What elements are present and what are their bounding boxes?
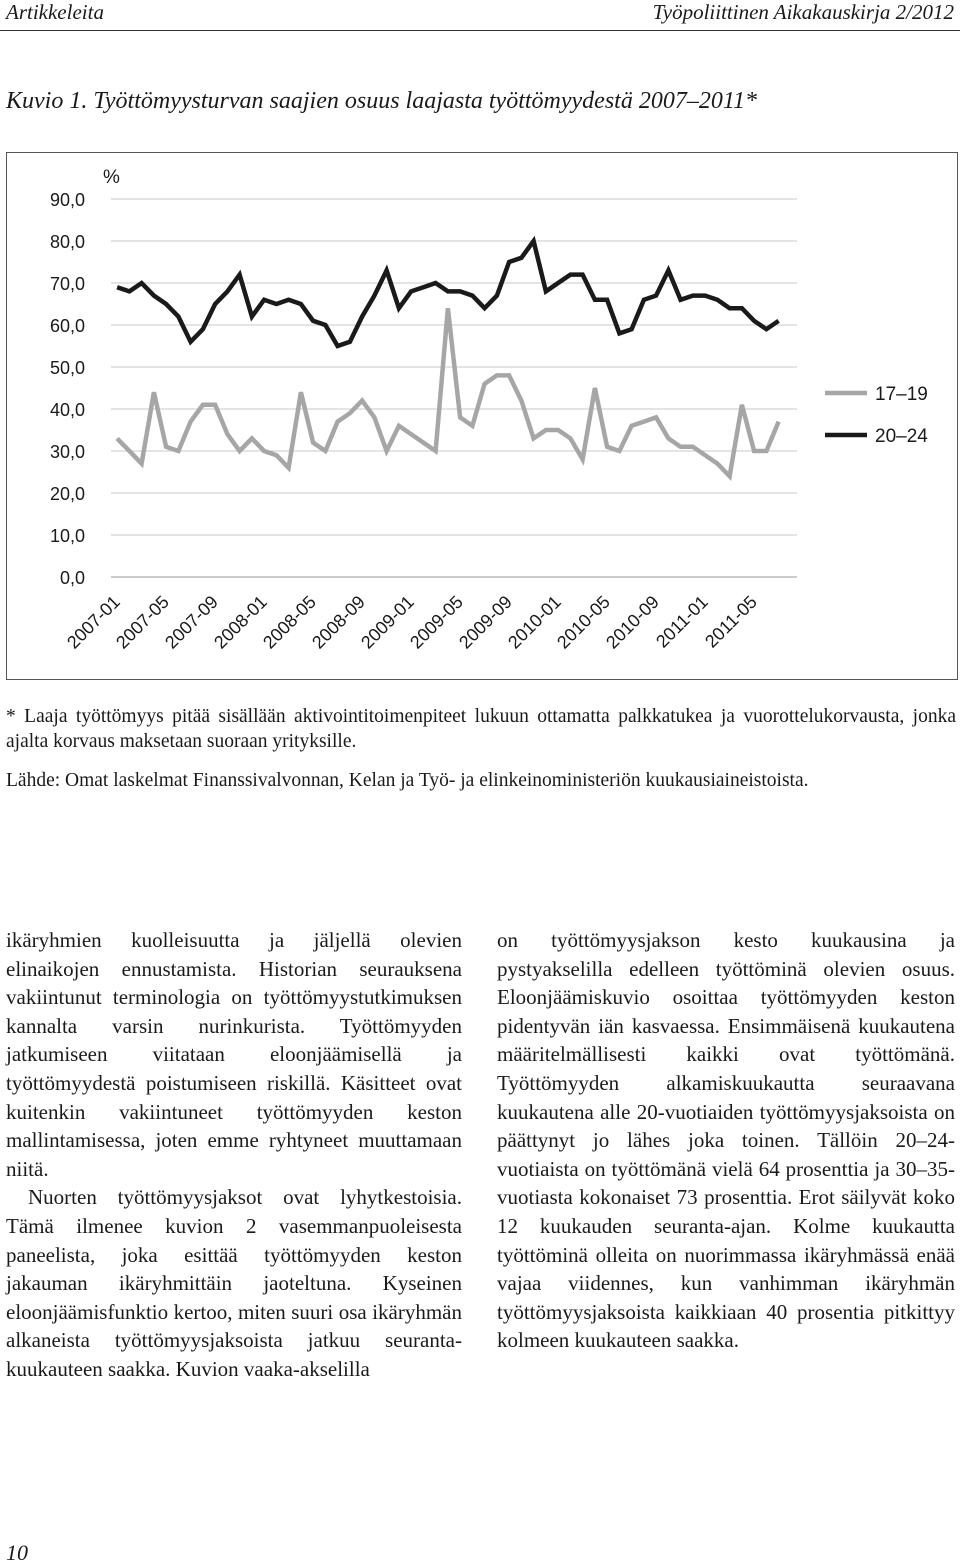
x-tick-label: 2007-09 — [161, 591, 222, 653]
x-tick-label: 2009-05 — [406, 591, 467, 653]
page-number: 10 — [6, 1540, 28, 1565]
legend-label: 17–19 — [875, 384, 928, 405]
x-tick-label: 2011-05 — [701, 591, 761, 652]
text-column-left — [6, 926, 462, 1384]
y-tick-label: 0,0 — [59, 568, 85, 588]
legend — [825, 384, 928, 447]
x-tick-label: 2010-01 — [504, 591, 565, 653]
y-tick-label: 30,0 — [49, 442, 85, 462]
x-tick-label: 2007-01 — [63, 591, 124, 653]
source-note: Lähde: Omat laskelmat Finanssivalvonnan, Kelan ja Työ- ja elinkeinoministeriön kuukausiaineistoista. — [6, 770, 809, 791]
paragraph: on työttömyysjakson kesto kuukausina ja pystyakselilla edelleen työttöminä olevien osuus. Eloonjäämiskuvio osoittaa työttömyyden keston pidentyvän iän kasvaessa. Ensimmäisenä kuukautena määritelmällisesti kaikki ovat työttömänä. Työttömyyden alkamiskuukautta seuraavana kuukautena alle 20-vuotiaiden työttömyysjaksoista on päättynyt jo lähes joka toinen. Tällöin 20–24-vuotiaista on työttömänä vielä 64 prosenttia ja 30–35-vuotiasta kokonaiset 73 prosenttia. Erot säilyvät koko 12 kuukauden seuranta-ajan. Kolme kuukautta työttöminä olleita on nuorimmassa ikäryhmässä enää vajaa viidennes, kun vanhimman ikäryhmän työttömyysjaksoista kaikkiaan 40 prosentia pitkittyy kolmeen kuukauteen saakka. — [497, 928, 955, 1353]
line-chart — [7, 153, 957, 679]
x-tick-label: 2009-01 — [357, 591, 418, 653]
header-rule — [0, 30, 960, 31]
x-tick-label: 2007-05 — [112, 591, 173, 653]
figure-notes — [6, 704, 956, 807]
figure-title: Kuvio 1. Työttömyysturvan saajien osuus laajasta työttömyydestä 2007–2011* — [6, 88, 758, 114]
x-tick-label: 2009-09 — [455, 591, 516, 653]
x-tick-label: 2008-01 — [210, 591, 271, 653]
y-tick-label: 70,0 — [49, 274, 85, 294]
journal-label: Työpoliittinen Aikakauskirja 2/2012 — [652, 0, 954, 24]
y-tick-label: 10,0 — [49, 526, 85, 546]
y-tick-label: 60,0 — [49, 316, 85, 336]
y-tick-label: 20,0 — [49, 484, 85, 504]
paragraph: Nuorten työttömyysjaksot ovat lyhytkestoisia. Tämä ilmenee kuvion 2 vasemmanpuoleisesta paneelista, joka esittää työttömyyden keston jakauman ikäryhmittäin jaoteltuna. Kyseinen eloonjäämisfunktio kertoo, miten suuri osa ikäryhmän alkaneista työttömyysjaksoista jatkuu seurantakuukauteen saakka. Kuvion vaaka-akselilla — [6, 1185, 462, 1381]
y-tick-labels — [50, 190, 85, 588]
paragraph: ikäryhmien kuolleisuutta ja jäljellä olevien elinaikojen ennustamista. Historian seurauksena vakiintunut terminologia on työttömyystutkimuksen kannalta varsin nurinkurista. Työttömyyden jatkumiseen viitataan eloonjäämisellä ja työttömyydestä poistumiseen riskillä. Käsitteet ovat kuitenkin vakiintuneet työttömyyden keston mallintamisessa, joten emme ryhtyneet muuttamaan niitä. — [6, 928, 462, 1181]
footnote: * Laaja työttömyys pitää sisällään aktivointitoimenpiteet lukuun ottamatta palkkatukea ja vuorottelukorvausta, jonka ajalta korvaus maksetaan suoraan yrityksille. — [6, 706, 956, 752]
running-header — [0, 0, 960, 32]
figure-frame — [6, 152, 958, 680]
section-label: Artikkeleita — [6, 0, 104, 24]
y-tick-label: 40,0 — [49, 400, 85, 420]
x-tick-label: 2010-05 — [553, 591, 614, 653]
x-tick-labels — [63, 592, 761, 653]
y-tick-label: 80,0 — [49, 232, 85, 252]
grid-lines — [111, 199, 797, 577]
y-axis-unit: % — [103, 167, 120, 188]
x-tick-label: 2010-09 — [602, 591, 663, 653]
x-tick-label: 2008-05 — [259, 591, 320, 653]
x-tick-label: 2011-01 — [652, 591, 712, 652]
y-tick-label: 50,0 — [49, 358, 85, 378]
text-column-right — [497, 926, 955, 1355]
legend-label: 20–24 — [875, 426, 928, 447]
x-tick-label: 2008-09 — [308, 591, 369, 653]
series-lines — [117, 241, 779, 476]
y-tick-label: 90,0 — [49, 190, 85, 210]
